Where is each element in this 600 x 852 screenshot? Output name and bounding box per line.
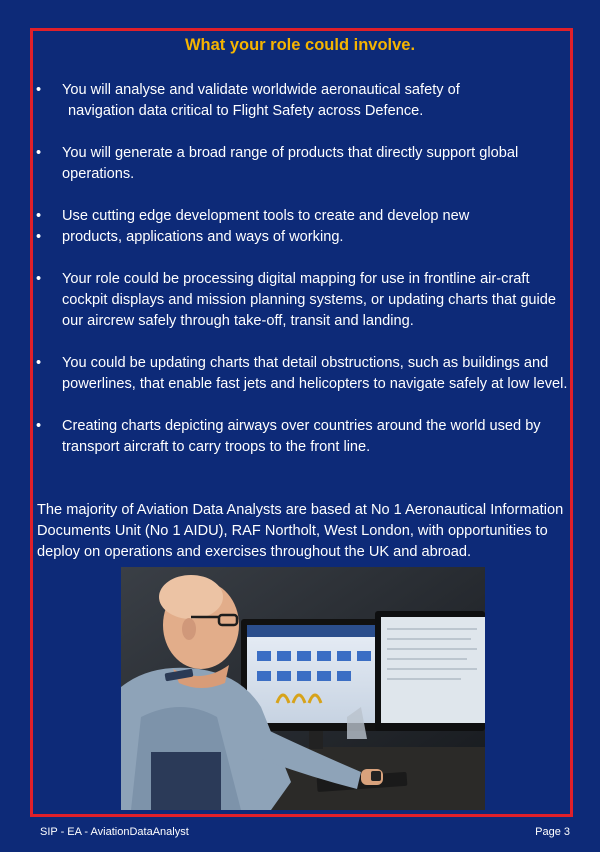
role-bullet-list <box>36 80 568 458</box>
location-paragraph: The majority of Aviation Data Analysts are based at No 1 Aeronautical Information Documents Unit (No 1 AIDU), RAF Northolt, West London, with opportunities to deploy on operations and exercises throughout the UK and abroad. <box>37 502 564 560</box>
bullet-item: • products, applications and ways of working. <box>36 227 568 248</box>
bullet-item: • Use cutting edge development tools to create and develop new <box>36 206 568 227</box>
section-heading: What your role could involve. <box>184 36 416 54</box>
photo-of-analyst-at-workstation-icon <box>121 567 485 810</box>
bullet-item: • Your role could be processing digital mapping for use in frontline air-craft cockpit displays and mission planning systems, or updating charts that guide our aircrew safely through take-off, transit and landing. <box>36 269 568 332</box>
analyst-photo <box>121 567 485 810</box>
footer-document-ref: SIP - EA - AviationDataAnalyst <box>40 826 189 838</box>
bullet-item: • You could be updating charts that detail obstructions, such as buildings and powerlines, that enable fast jets and helicopters to navigate safely at low level. <box>36 353 568 395</box>
footer-page-number: Page 3 <box>535 826 570 838</box>
bullet-continuation: navigation data critical to Flight Safety across Defence. <box>68 103 424 119</box>
bullet-item: • You will analyse and validate worldwide aeronautical safety of navigation data critical to Flight Safety across Defence. <box>36 80 568 122</box>
bullet-item: • You will generate a broad range of products that directly support global operations. <box>36 143 568 185</box>
bullet-item: • Creating charts depicting airways over countries around the world used by transport aircraft to carry troops to the front line. <box>36 416 568 458</box>
